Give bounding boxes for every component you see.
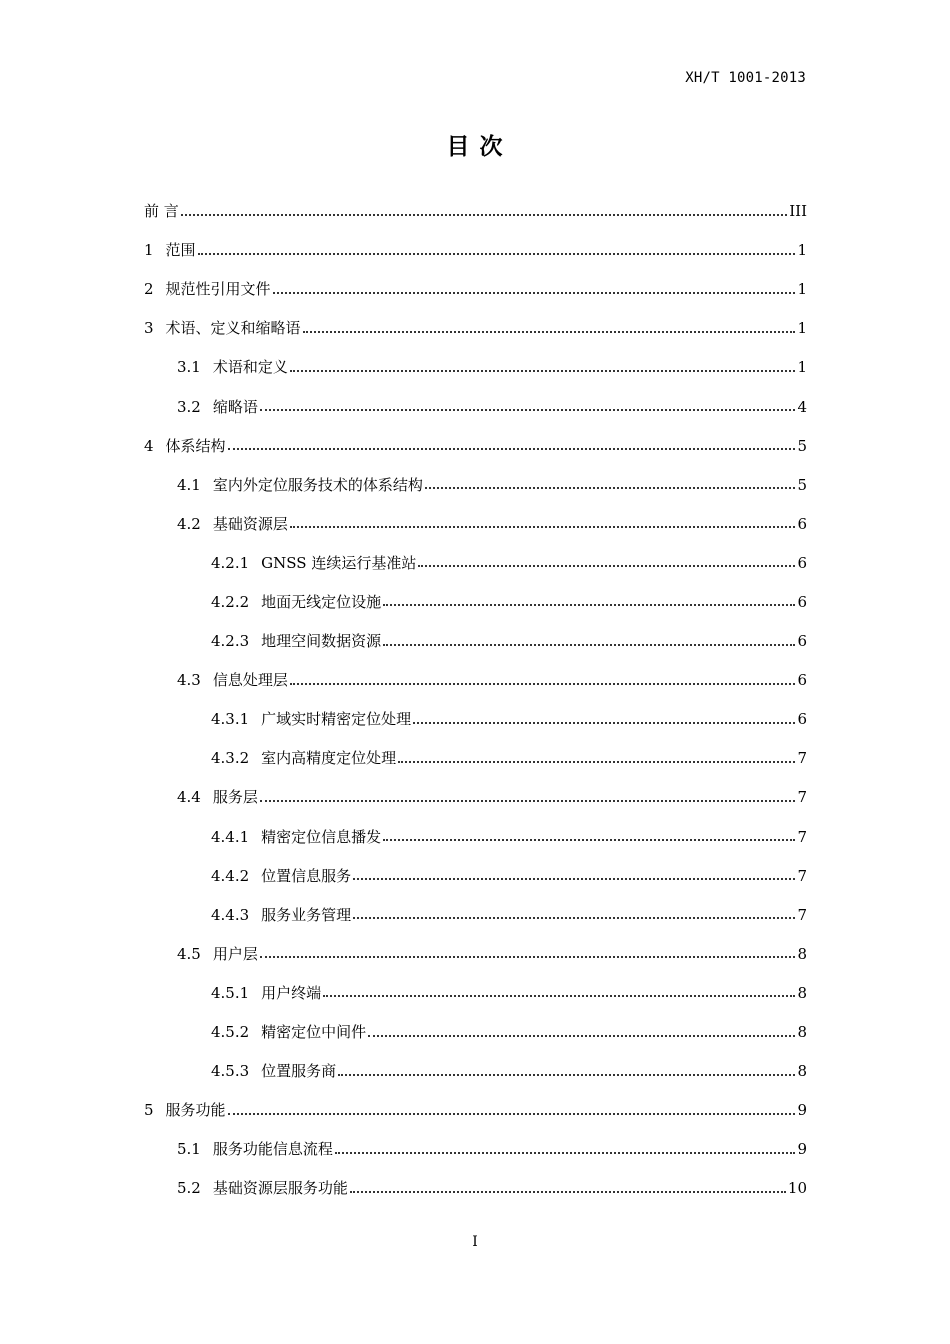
toc-entry[interactable] <box>144 739 807 778</box>
toc-entry[interactable] <box>144 857 807 896</box>
dot-leader <box>413 722 795 724</box>
toc-entry-number: 4.3 <box>177 671 201 690</box>
toc-entry-title: 室内外定位服务技术的体系结构 <box>212 475 423 494</box>
toc-entry-number: 4.2 <box>177 514 201 533</box>
toc-entry-page: 7 <box>797 827 807 846</box>
dot-leader <box>228 1113 796 1115</box>
toc-entry-page: 7 <box>797 866 807 885</box>
toc-entry[interactable] <box>144 309 807 348</box>
toc-entry[interactable] <box>144 622 807 661</box>
toc-entry[interactable] <box>144 700 807 739</box>
toc-entry-title: 术语、定义和缩略语 <box>165 319 301 338</box>
toc-entry-page: 1 <box>797 241 807 260</box>
dot-leader <box>228 448 796 450</box>
toc-entry-page: 1 <box>797 319 807 338</box>
toc-entry-title: 信息处理层 <box>212 671 288 690</box>
toc-entry-number: 4.5 <box>177 944 201 963</box>
toc-entry[interactable] <box>144 896 807 935</box>
dot-leader <box>425 487 796 489</box>
toc-entry-title: 基础资源层服务功能 <box>212 1179 348 1198</box>
toc-entry-title: 缩略语 <box>212 397 258 416</box>
toc-entry-title: 规范性引用文件 <box>165 280 271 299</box>
dot-leader <box>290 683 796 685</box>
dot-leader <box>290 370 796 372</box>
table-of-contents <box>144 192 807 1208</box>
toc-entry-title: 服务功能信息流程 <box>212 1140 333 1159</box>
toc-entry-page: 1 <box>797 358 807 377</box>
toc-entry[interactable] <box>144 583 807 622</box>
toc-entry-title: 术语和定义 <box>212 358 288 377</box>
dot-leader <box>181 214 787 216</box>
toc-entry-number: 4.4 <box>177 788 201 807</box>
toc-entry-number: 5.2 <box>177 1179 201 1198</box>
toc-entry-number: 4.2.3 <box>211 632 250 651</box>
toc-entry[interactable] <box>144 466 807 505</box>
toc-entry-title: 体系结构 <box>165 436 226 455</box>
dot-leader <box>398 761 795 763</box>
toc-entry[interactable] <box>144 974 807 1013</box>
toc-entry[interactable] <box>144 1169 807 1208</box>
toc-entry-page: 5 <box>797 436 807 455</box>
dot-leader <box>353 917 795 919</box>
dot-leader <box>198 253 796 255</box>
toc-entry-page: 6 <box>797 514 807 533</box>
toc-entry-number: 4.3.2 <box>211 749 250 768</box>
toc-entry-number: 4.4.2 <box>211 866 250 885</box>
toc-entry-number: 4.4.3 <box>211 905 250 924</box>
toc-entry-page: 9 <box>797 1140 807 1159</box>
toc-entry-page: 8 <box>797 983 807 1002</box>
toc-entry-number: 4.5.2 <box>211 1023 250 1042</box>
toc-entry-number: 4.2.1 <box>211 553 250 572</box>
toc-entry[interactable] <box>144 661 807 700</box>
page-number: I <box>472 1234 478 1250</box>
dot-leader <box>383 644 795 646</box>
toc-entry[interactable] <box>144 505 807 544</box>
toc-entry-page: 10 <box>787 1179 807 1198</box>
toc-entry-number: 5 <box>144 1101 154 1120</box>
toc-entry-number: 3.1 <box>177 358 201 377</box>
dot-leader <box>290 526 796 528</box>
toc-entry[interactable] <box>144 348 807 387</box>
toc-entry-number: 4.3.1 <box>211 710 250 729</box>
toc-entry-number: 4.2.2 <box>211 592 250 611</box>
toc-entry[interactable] <box>144 818 807 857</box>
toc-entry-number: 5.1 <box>177 1140 201 1159</box>
toc-entry-number: 4.5.1 <box>211 983 250 1002</box>
dot-leader <box>323 995 795 997</box>
toc-entry[interactable] <box>144 427 807 466</box>
toc-entry-title: 服务业务管理 <box>261 905 352 924</box>
toc-entry-page: 8 <box>797 1062 807 1081</box>
toc-entry-page: 4 <box>797 397 807 416</box>
toc-entry-page: 8 <box>797 1023 807 1042</box>
dot-leader <box>418 565 795 567</box>
dot-leader <box>383 604 795 606</box>
toc-entry-page: 7 <box>797 905 807 924</box>
toc-entry-title: 位置服务商 <box>261 1062 337 1081</box>
toc-entry[interactable] <box>144 231 807 270</box>
toc-entry-title: 基础资源层 <box>212 514 288 533</box>
toc-entry[interactable] <box>144 387 807 426</box>
toc-entry[interactable] <box>144 544 807 583</box>
dot-leader <box>273 292 796 294</box>
toc-entry-number: 4.1 <box>177 475 201 494</box>
toc-entry-title: 室内高精度定位处理 <box>261 749 397 768</box>
toc-entry[interactable] <box>144 935 807 974</box>
toc-entry-title: 地面无线定位设施 <box>261 592 382 611</box>
toc-entry-page: 6 <box>797 592 807 611</box>
toc-entry[interactable] <box>144 778 807 817</box>
toc-entry-number: 3 <box>144 319 154 338</box>
toc-entry-page: 6 <box>797 553 807 572</box>
toc-entry-title: 范围 <box>165 241 196 260</box>
toc-entry-title: 服务功能 <box>165 1101 226 1120</box>
toc-entry-number: 3.2 <box>177 397 201 416</box>
toc-entry-page: 6 <box>797 632 807 651</box>
standard-code: XH/T 1001-2013 <box>685 70 806 86</box>
toc-entry-title: 位置信息服务 <box>261 866 352 885</box>
toc-entry[interactable] <box>144 1013 807 1052</box>
dot-leader <box>260 409 796 411</box>
toc-entry-page: 8 <box>797 944 807 963</box>
toc-entry[interactable] <box>144 192 807 231</box>
toc-entry-title: 精密定位中间件 <box>261 1023 367 1042</box>
dot-leader <box>368 1035 795 1037</box>
dot-leader <box>335 1152 796 1154</box>
dot-leader <box>383 839 795 841</box>
toc-entry-number: 4.5.3 <box>211 1062 250 1081</box>
toc-entry-title: 服务层 <box>212 788 258 807</box>
toc-entry-title: GNSS 连续运行基准站 <box>261 553 417 572</box>
toc-entry-title: 前 言 <box>144 202 179 221</box>
toc-entry-title: 地理空间数据资源 <box>261 632 382 651</box>
dot-leader <box>350 1191 786 1193</box>
toc-entry-number: 1 <box>144 241 154 260</box>
dot-leader <box>260 956 796 958</box>
dot-leader <box>303 331 796 333</box>
page-title: 目 次 <box>446 134 504 160</box>
toc-entry-page: III <box>789 202 807 221</box>
toc-entry-page: 1 <box>797 280 807 299</box>
toc-entry-title: 用户终端 <box>261 983 322 1002</box>
toc-entry[interactable] <box>144 1130 807 1169</box>
dot-leader <box>338 1074 795 1076</box>
toc-entry[interactable] <box>144 1091 807 1130</box>
toc-entry-number: 2 <box>144 280 154 299</box>
toc-entry[interactable] <box>144 1052 807 1091</box>
toc-entry-page: 7 <box>797 749 807 768</box>
toc-entry-number: 4 <box>144 436 154 455</box>
toc-entry-title: 广域实时精密定位处理 <box>261 710 412 729</box>
dot-leader <box>353 878 795 880</box>
toc-entry-number: 4.4.1 <box>211 827 250 846</box>
toc-entry-page: 6 <box>797 710 807 729</box>
dot-leader <box>260 800 796 802</box>
toc-entry[interactable] <box>144 270 807 309</box>
toc-entry-page: 9 <box>797 1101 807 1120</box>
toc-entry-page: 7 <box>797 788 807 807</box>
toc-entry-title: 精密定位信息播发 <box>261 827 382 846</box>
toc-entry-page: 6 <box>797 671 807 690</box>
toc-entry-title: 用户层 <box>212 944 258 963</box>
toc-entry-page: 5 <box>797 475 807 494</box>
